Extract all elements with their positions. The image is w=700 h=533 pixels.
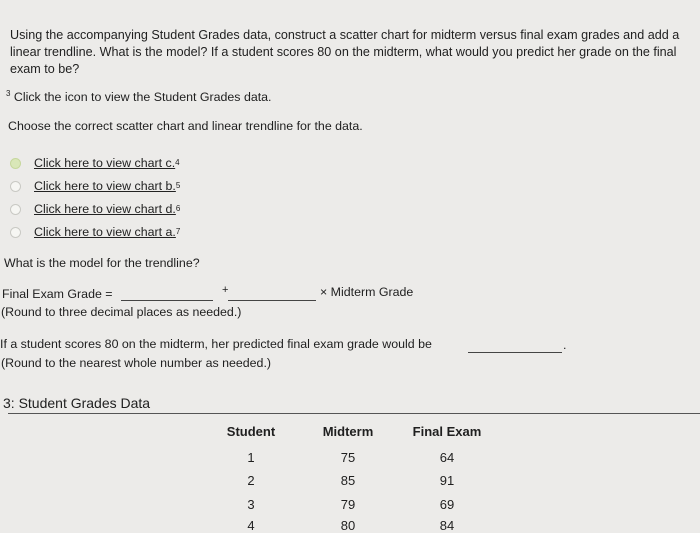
slope-input[interactable]	[228, 288, 316, 301]
radio-button[interactable]	[10, 204, 21, 215]
equation-lhs: Final Exam Grade =	[2, 287, 113, 301]
option-link[interactable]: Click here to view chart b.	[34, 179, 176, 193]
round-three-note: (Round to three decimal places as needed.)	[1, 305, 242, 319]
prediction-input[interactable]	[468, 340, 562, 353]
option-chart-b[interactable]: Click here to view chart b. 5	[10, 179, 180, 193]
x-term-label: × Midterm Grade	[320, 285, 414, 299]
predict-question: If a student scores 80 on the midterm, her predicted final exam grade would be	[0, 337, 432, 351]
option-chart-a[interactable]: Click here to view chart a. 7	[10, 225, 180, 239]
model-question: What is the model for the trendline?	[4, 256, 200, 270]
table-cell: 84	[439, 518, 455, 533]
header-student: Student	[226, 424, 276, 439]
data-note	[6, 90, 272, 104]
table-cell: 3	[247, 497, 255, 512]
table-cell: 64	[439, 450, 455, 465]
radio-button[interactable]	[10, 158, 21, 169]
data-note-link[interactable]: Click the icon to view the Student Grades data.	[13, 90, 272, 104]
table-cell: 79	[340, 497, 356, 512]
radio-button[interactable]	[10, 181, 21, 192]
section-divider	[8, 413, 700, 414]
instruction-text: Choose the correct scatter chart and linear trendline for the data.	[8, 119, 363, 133]
table-cell: 75	[340, 450, 356, 465]
option-chart-c[interactable]: Click here to view chart c. 4	[10, 156, 180, 170]
question-text: Using the accompanying Student Grades data, construct a scatter chart for midterm versus final exam grades and add a linear trendline. What is the model? If a student scores 80 on the midterm, what would you predict her grade on the final exam to be?	[10, 28, 680, 76]
header-midterm: Midterm	[322, 424, 374, 439]
footnote-marker: 3	[6, 88, 11, 98]
radio-button[interactable]	[10, 227, 21, 238]
plus-sign: +	[222, 284, 229, 296]
period: .	[563, 338, 567, 352]
table-cell: 2	[247, 473, 255, 488]
table-cell: 91	[439, 473, 455, 488]
table-cell: 85	[340, 473, 356, 488]
table-cell: 69	[439, 497, 455, 512]
data-section-title: 3: Student Grades Data	[3, 395, 151, 411]
option-link[interactable]: Click here to view chart c.	[34, 156, 176, 170]
option-chart-d[interactable]: Click here to view chart d. 6	[10, 202, 180, 216]
intercept-input[interactable]	[121, 288, 213, 301]
option-link[interactable]: Click here to view chart a.	[34, 225, 176, 239]
round-whole-note: (Round to the nearest whole number as needed.)	[1, 356, 272, 370]
option-link[interactable]: Click here to view chart d.	[34, 202, 176, 216]
table-cell: 80	[340, 518, 356, 533]
table-cell: 1	[247, 450, 255, 465]
table-cell: 4	[247, 518, 255, 533]
header-final-exam: Final Exam	[412, 424, 482, 439]
